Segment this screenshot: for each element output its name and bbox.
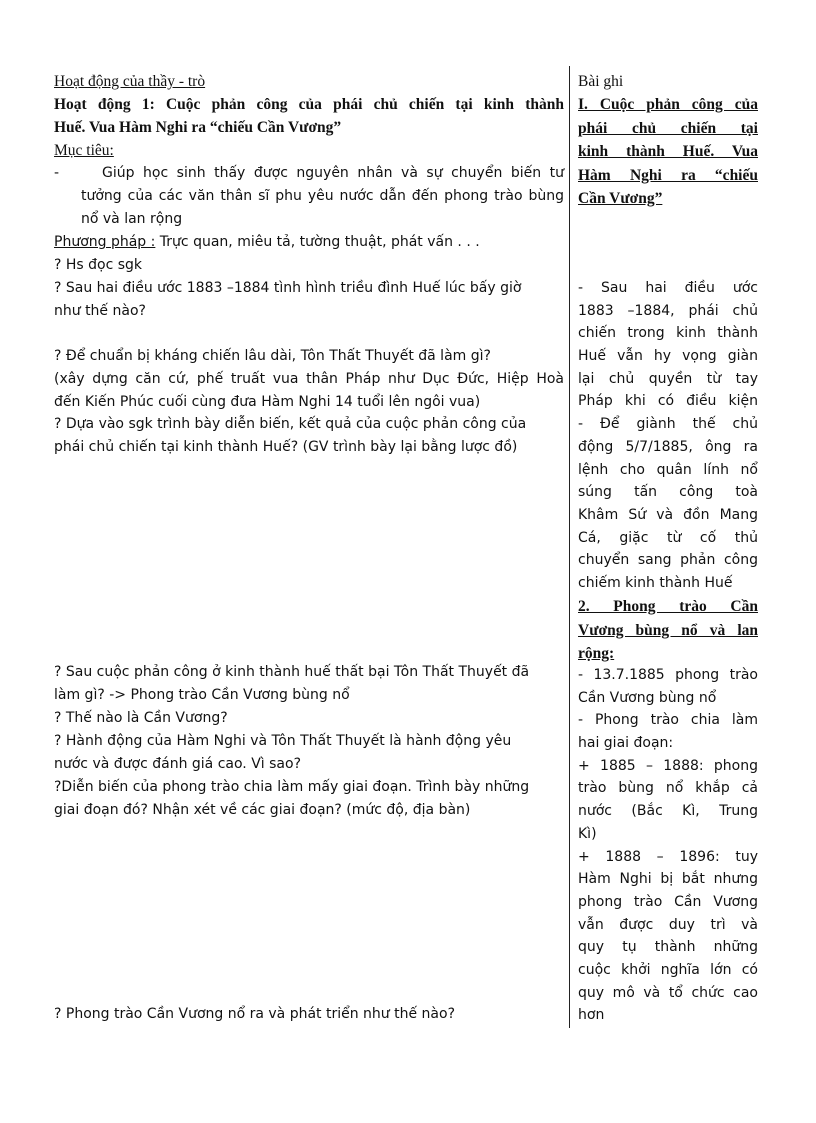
note-line: vẫn được duy trì và [578,916,758,933]
note-line: động 5/7/1885, ông ra [578,438,758,455]
section-1-notes [578,277,758,595]
question-2-line1: ? Sau hai điều ước 1883 –1884 tình hình triều đình Huế lúc bấy giờ [54,280,522,296]
section-1-heading-line: Hàm Nghi ra “chiếu [578,166,758,184]
section-1-heading-line: phái chủ chiến tại [578,119,758,137]
method-line [54,231,480,254]
section-2-heading-line: rộng: [578,645,615,662]
note-line: chiếm kinh thành Huế [578,574,733,591]
section-1-heading-line: I. Cuộc phản công của [578,96,758,113]
note-line: hơn [578,1007,605,1024]
note-line: nước (Bắc Kì, Trung [578,803,758,820]
note-line: phong trào Cần Vương [578,893,758,910]
note-line: 1883 –1884, phái chủ [578,302,758,319]
question-read-sgk: ? Hs đọc sgk [54,257,143,273]
note-line: Huế vẫn hy vọng giàn [578,348,758,365]
note-line: súng tấn công toà [578,484,758,501]
section-2-heading-line: Vương bùng nổ và lan [578,621,758,639]
section-1-heading [578,93,758,211]
question-4-line2: phái chủ chiến tại kinh thành Huế? (GV trình bày lại bằng lược đồ) [54,439,518,455]
note-line: - 13.7.1885 phong trào [578,667,758,683]
question-6: ? Thế nào là Cần Vương? [54,710,228,726]
question-3-line1: ? Để chuẩn bị kháng chiến lâu dài, Tôn Thất Thuyết đã làm gì? [54,348,491,364]
method-text: Trực quan, miêu tả, tường thuật, phát vấn . . . [155,234,480,250]
section-1-heading-line: Cần Vương” [578,190,663,207]
section-2-notes [578,664,758,1027]
note-line: lại chủ quyền từ tay [578,370,758,387]
objective-line3: nổ và lan rộng [81,211,183,227]
note-line: - Phong trào chia làm [578,712,758,729]
note-line: Hàm Nghi bị bắt nhưng [578,871,758,888]
activity1-title-line1: Hoạt động 1: Cuộc phản công của phái chủ chiến tại kinh thành [54,96,564,113]
note-line: quy tụ thành những [578,939,758,956]
question-4-line1: ? Dựa vào sgk trình bày diễn biến, kết quả của cuộc phản công của [54,416,527,432]
note-line: Pháp khi có điều kiện [578,393,758,410]
note-line: chiến trong kinh thành [578,325,758,342]
question-5-line1: ? Sau cuộc phản công ở kinh thành huế thất bại Tôn Thất Thuyết đã [54,664,530,680]
question-8-line2: giai đoạn đó? Nhận xét về các giai đoạn? (mức độ, địa bàn) [54,802,471,818]
objective-line2: tưởng của các văn thân sĩ phu yêu nước dẫn đến phong trào bùng [81,188,564,204]
note-line: - Để giành thế chủ [578,416,758,433]
method-label: Phương pháp : [54,234,156,250]
section-2-heading-line: 2. Phong trào Cần [578,598,758,615]
note-line: chuyển sang phản công [578,552,758,569]
note-line: - Sau hai điều ước [578,280,758,296]
question-7-line2: nước và được đánh giá cao. Vì sao? [54,756,301,772]
note-line: + 1885 – 1888: phong [578,757,758,774]
question-7-line1: ? Hành động của Hàm Nghi và Tôn Thất Thuyết là hành động yêu [54,733,512,749]
question-9: ? Phong trào Cần Vương nổ ra và phát triển như thế nào? [54,1006,455,1022]
note-line: trào bùng nổ khắp cả [578,780,758,797]
note-line: Khâm Sứ và đồn Mang [578,506,758,523]
section-2-heading [578,595,758,666]
note-line: quy mô và tổ chức cao [578,984,758,1001]
note-line: Cá, giặc từ cố thủ [578,529,758,546]
question-3-line3: đến Kiến Phúc cuối cùng đưa Hàm Nghi 14 tuổi lên ngôi vua) [54,394,481,410]
note-line: + 1888 – 1896: tuy [578,848,758,865]
note-line: hai giai đoạn: [578,735,674,752]
column-divider [569,66,570,1028]
left-column-header: Hoạt động của thầy - trò [54,73,206,90]
note-line: cuộc khởi nghĩa lớn có [578,961,758,978]
question-5-line2: làm gì? -> Phong trào Cần Vương bùng nổ [54,687,350,703]
note-line: lệnh cho quân lính nổ [578,461,758,478]
objective-dash: - [54,165,60,181]
objective-label: Mục tiêu: [54,142,114,159]
question-3-line2: (xây dựng căn cứ, phế truất vua thân Pháp như Dục Đức, Hiệp Hoà [54,371,564,387]
note-line: Cần Vương bùng nổ [578,689,717,706]
objective-line1: Giúp học sinh thấy được nguyên nhân và sự chuyển biến tư [102,165,564,181]
right-column-header: Bài ghi [578,73,624,90]
activity1-title-line2: Huế. Vua Hàm Nghi ra “chiếu Cần Vương” [54,119,342,136]
section-1-heading-line: kinh thành Huế. Vua [578,143,758,160]
note-line: Kì) [578,825,597,842]
question-2-line2: như thế nào? [54,303,146,319]
question-8-line1: ?Diễn biến của phong trào chia làm mấy giai đoạn. Trình bày những [54,779,530,795]
